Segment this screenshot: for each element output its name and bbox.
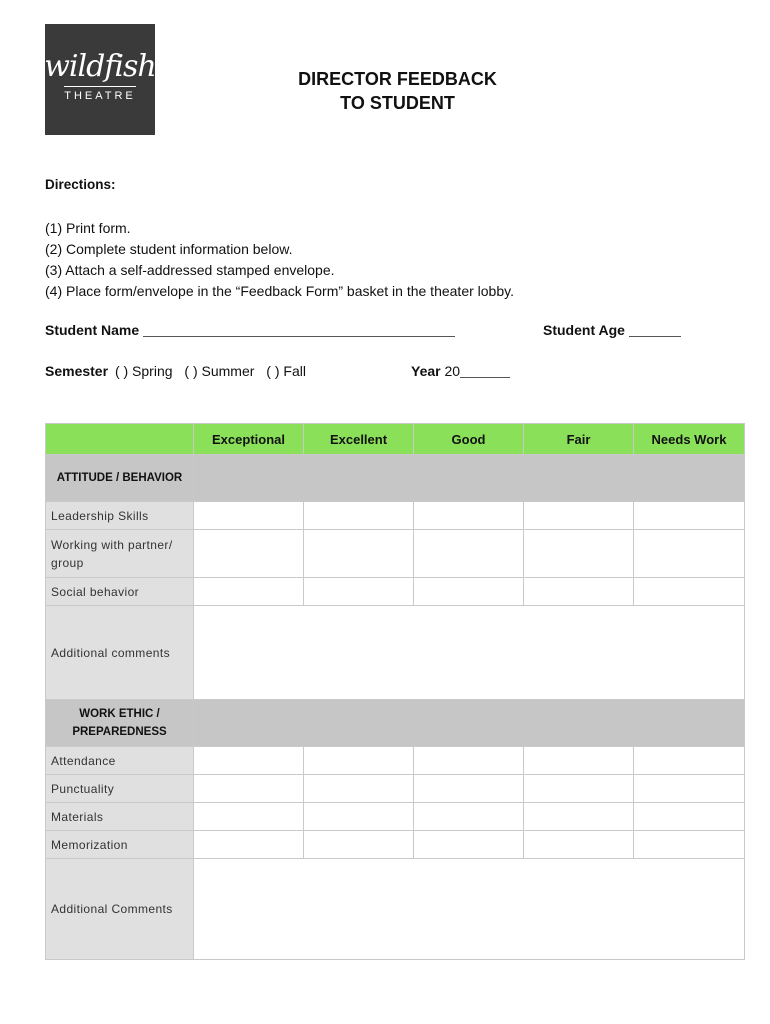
column-header-good: Good: [414, 424, 524, 455]
rating-cell[interactable]: [634, 530, 745, 578]
rating-cell[interactable]: [524, 775, 634, 803]
student-age-label: Student Age: [543, 322, 625, 338]
title-line-2: TO STUDENT: [340, 93, 455, 113]
rating-cell[interactable]: [194, 831, 304, 859]
rating-cell[interactable]: [194, 502, 304, 530]
rating-cell[interactable]: [414, 775, 524, 803]
semester-option-summer[interactable]: ( ) Summer: [184, 363, 255, 379]
section-band: [194, 700, 745, 747]
comments-row: [46, 859, 745, 960]
table-row: [46, 747, 745, 775]
rating-cell[interactable]: [304, 747, 414, 775]
rating-cell[interactable]: [304, 530, 414, 578]
rating-cell[interactable]: [524, 803, 634, 831]
feedback-table: [45, 423, 745, 960]
student-name-row: [45, 322, 455, 338]
table-row: [46, 502, 745, 530]
row-label-additional-comments-2: Additional Comments: [46, 859, 194, 960]
row-label-materials: Materials: [46, 803, 194, 831]
year-row: [411, 363, 510, 379]
row-label-punctuality: Punctuality: [46, 775, 194, 803]
row-label-attendance: Attendance: [46, 747, 194, 775]
rating-cell[interactable]: [634, 502, 745, 530]
student-name-field[interactable]: [143, 322, 455, 337]
rating-cell[interactable]: [524, 578, 634, 606]
direction-step: (3) Attach a self-addressed stamped envelope.: [45, 262, 335, 278]
semester-row: [45, 363, 306, 379]
rating-cell[interactable]: [524, 831, 634, 859]
column-header-exceptional: Exceptional: [194, 424, 304, 455]
table-row: [46, 578, 745, 606]
semester-label: Semester: [45, 363, 109, 379]
rating-cell[interactable]: [304, 775, 414, 803]
page-title: [250, 67, 545, 115]
rating-cell[interactable]: [194, 530, 304, 578]
row-label-additional-comments: Additional comments: [46, 606, 194, 700]
section-row-work-ethic: [46, 700, 745, 747]
rating-cell[interactable]: [414, 578, 524, 606]
section-band: [194, 455, 745, 502]
section-title-work-ethic: WORK ETHIC / PREPAREDNESS: [46, 700, 194, 747]
table-row: [46, 530, 745, 578]
rating-cell[interactable]: [414, 831, 524, 859]
rating-cell[interactable]: [634, 775, 745, 803]
year-prefix: 20: [444, 363, 461, 379]
logo-theatre-text: THEATRE: [64, 86, 136, 102]
table-row: [46, 775, 745, 803]
column-header-needs-work: Needs Work: [634, 424, 745, 455]
direction-step: (1) Print form.: [45, 220, 131, 236]
table-row: [46, 831, 745, 859]
section-row-attitude: [46, 455, 745, 502]
rating-cell[interactable]: [414, 530, 524, 578]
year-label: Year: [411, 363, 441, 379]
rating-cell[interactable]: [194, 775, 304, 803]
rating-cell[interactable]: [524, 747, 634, 775]
section-title-attitude: ATTITUDE / BEHAVIOR: [46, 455, 194, 502]
directions-list: [45, 218, 514, 302]
row-label-social-behavior: Social behavior: [46, 578, 194, 606]
table-header-row: [46, 424, 745, 455]
rating-cell[interactable]: [414, 502, 524, 530]
comments-field[interactable]: [194, 859, 745, 960]
comments-row: [46, 606, 745, 700]
rating-cell[interactable]: [194, 747, 304, 775]
row-label-working-with-partner: Working with partner/ group: [46, 530, 194, 578]
rating-cell[interactable]: [304, 502, 414, 530]
rating-cell[interactable]: [634, 803, 745, 831]
rating-cell[interactable]: [634, 831, 745, 859]
directions-heading: Directions:: [45, 177, 116, 192]
column-header-fair: Fair: [524, 424, 634, 455]
direction-step: (2) Complete student information below.: [45, 241, 293, 257]
table-row: [46, 803, 745, 831]
rating-cell[interactable]: [414, 747, 524, 775]
row-label-leadership: Leadership Skills: [46, 502, 194, 530]
column-header-excellent: Excellent: [304, 424, 414, 455]
row-label-memorization: Memorization: [46, 831, 194, 859]
logo-script-text: wildfish: [44, 48, 156, 84]
rating-cell[interactable]: [524, 530, 634, 578]
student-name-label: Student Name: [45, 322, 140, 338]
rating-cell[interactable]: [304, 578, 414, 606]
rating-cell[interactable]: [414, 803, 524, 831]
rating-cell[interactable]: [524, 502, 634, 530]
rating-cell[interactable]: [634, 578, 745, 606]
rating-cell[interactable]: [304, 831, 414, 859]
semester-option-spring[interactable]: ( ) Spring: [114, 363, 173, 379]
rating-cell[interactable]: [194, 803, 304, 831]
title-line-1: DIRECTOR FEEDBACK: [298, 69, 497, 89]
comments-field[interactable]: [194, 606, 745, 700]
semester-option-fall[interactable]: ( ) Fall: [266, 363, 306, 379]
header-empty-cell: [46, 424, 194, 455]
year-field[interactable]: [460, 363, 510, 378]
rating-cell[interactable]: [634, 747, 745, 775]
rating-cell[interactable]: [194, 578, 304, 606]
rating-cell[interactable]: [304, 803, 414, 831]
wildfish-theatre-logo: [45, 24, 155, 135]
student-age-field[interactable]: [629, 322, 681, 337]
direction-step: (4) Place form/envelope in the “Feedback Form” basket in the theater lobby.: [45, 283, 514, 299]
student-age-row: [543, 322, 681, 338]
